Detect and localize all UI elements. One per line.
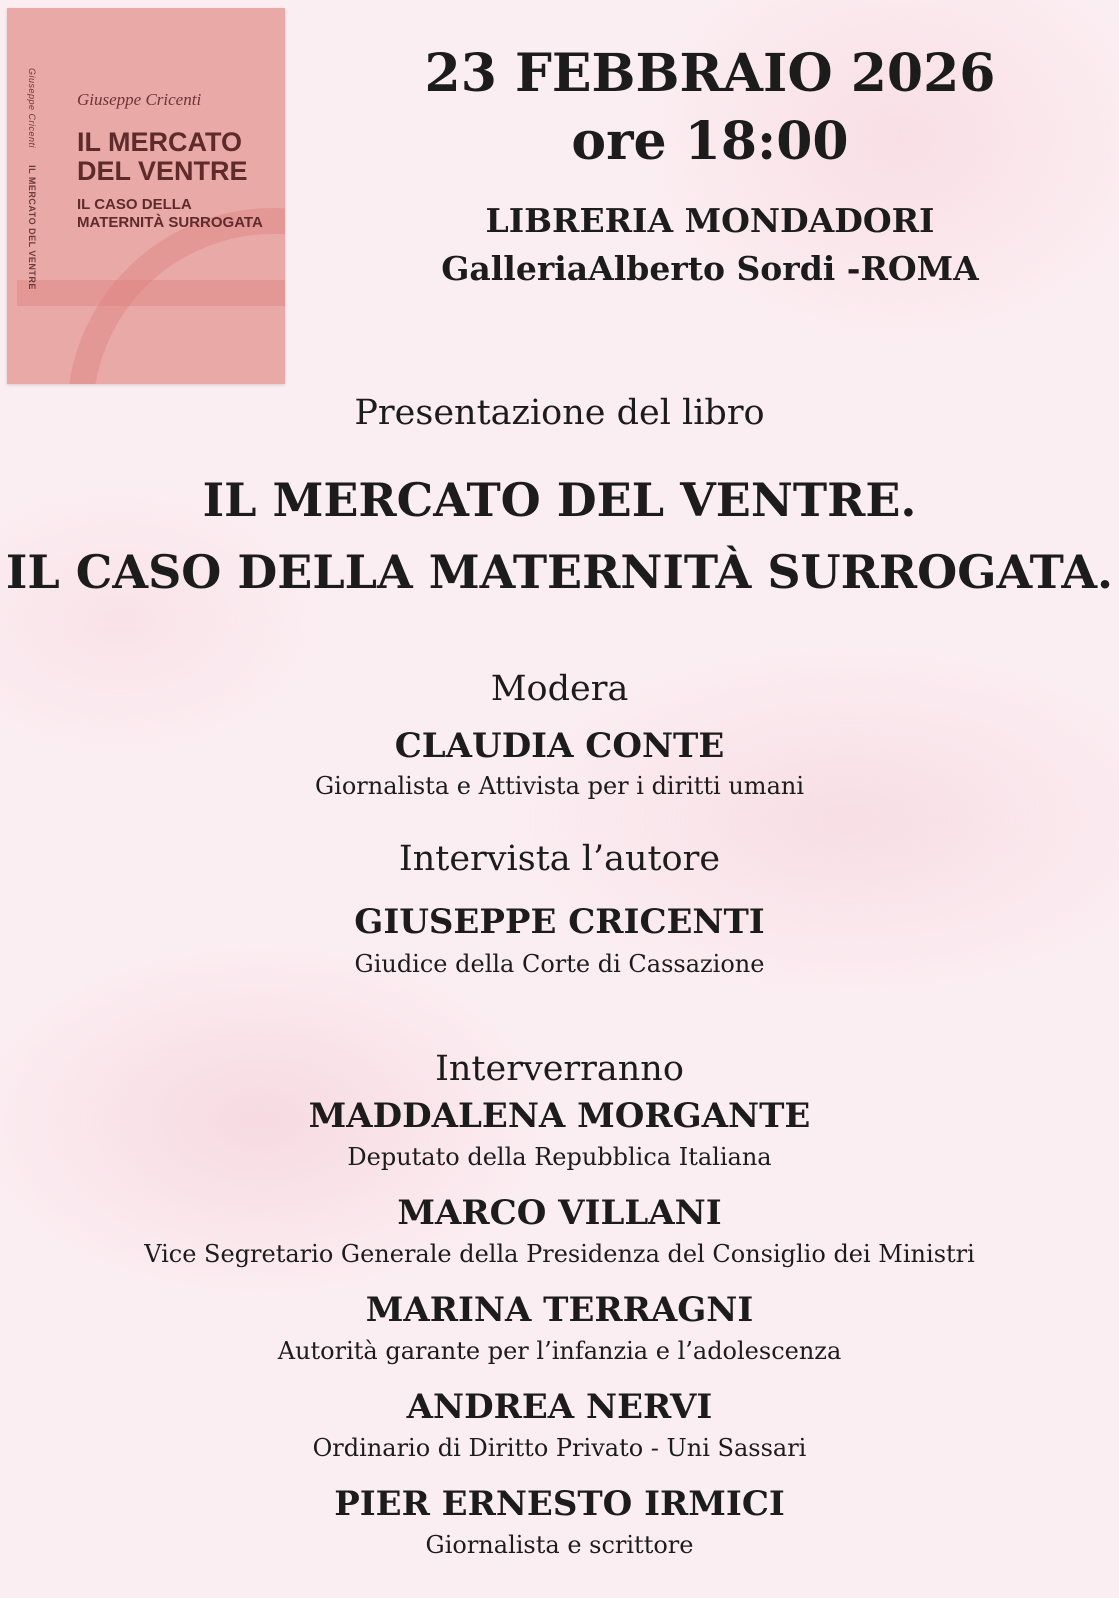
cover-subtitle	[77, 196, 263, 232]
speaker-desc: Autorità garante per l’infanzia e l’adolescenza	[277, 1337, 842, 1365]
interviewer-name: GIUSEPPE CRICENTI	[354, 902, 765, 942]
spine-title: IL MERCATO DEL VENTRE	[27, 165, 37, 290]
cover-subtitle-line2: MATERNITÀ SURROGATA	[77, 214, 263, 231]
speaker-name: MARINA TERRAGNI	[365, 1290, 754, 1330]
speaker-name: MADDALENA MORGANTE	[308, 1096, 811, 1136]
cover-subtitle-line1: IL CASO DELLA	[77, 196, 192, 213]
book-title-line1: IL MERCATO DEL VENTRE.	[202, 473, 917, 527]
presentation-intro: Presentazione del libro	[354, 393, 765, 433]
speaker-desc: Deputato della Repubblica Italiana	[347, 1143, 772, 1171]
cover-title	[77, 128, 248, 186]
spine-author: Giuseppe Cricenti	[27, 68, 37, 149]
speaker-name: MARCO VILLANI	[397, 1193, 722, 1233]
cover-title-line2: DEL VENTRE	[77, 156, 248, 186]
interviewer-role: Intervista l’autore	[398, 839, 721, 879]
venue-name: LIBRERIA MONDADORI	[485, 201, 935, 240]
event-date: 23 FEBBRAIO 2026	[424, 43, 996, 104]
speaker-name: ANDREA NERVI	[406, 1387, 713, 1427]
book-cover	[7, 8, 285, 384]
venue-address: GalleriaAlberto Sordi -ROMA	[441, 249, 979, 288]
moderator-name: CLAUDIA CONTE	[394, 726, 725, 766]
speaker-desc: Giornalista e scrittore	[425, 1531, 694, 1559]
moderator-role: Modera	[490, 669, 629, 709]
cover-band-decoration	[17, 280, 285, 306]
moderator-desc: Giornalista e Attivista per i diritti umani	[314, 772, 805, 800]
speaker-desc: Ordinario di Diritto Privato - Uni Sassari	[312, 1434, 807, 1462]
cover-author: Giuseppe Cricenti	[77, 90, 202, 109]
cover-spine	[17, 68, 37, 368]
cover-title-line1: IL MERCATO	[77, 127, 243, 157]
interviewer-desc: Giudice della Corte di Cassazione	[354, 950, 765, 978]
book-title-line2: IL CASO DELLA MATERNITÀ SURROGATA.	[5, 545, 1114, 599]
event-time: ore 18:00	[571, 111, 849, 172]
speaker-name: PIER ERNESTO IRMICI	[334, 1484, 785, 1524]
speakers-role: Interverranno	[435, 1049, 684, 1089]
speaker-desc: Vice Segretario Generale della Presidenza del Consiglio dei Ministri	[144, 1240, 975, 1268]
